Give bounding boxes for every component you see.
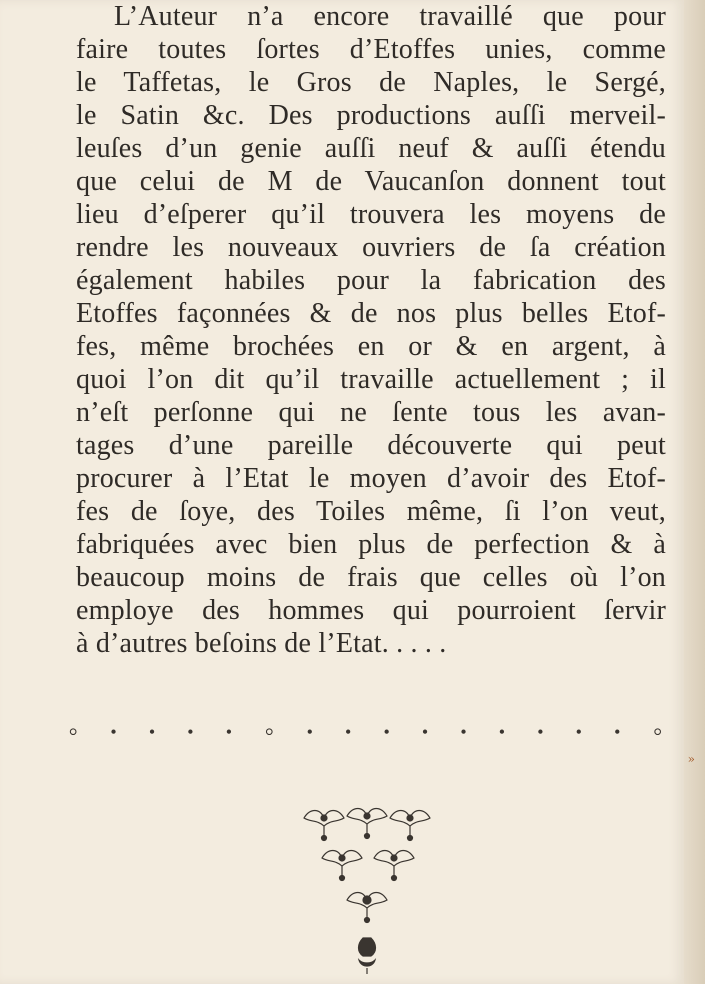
text-line: à d’autres beſoins de l’Etat. . . . . xyxy=(76,628,447,659)
dot-mark: ⸰ xyxy=(68,722,79,742)
dot-mark: • xyxy=(225,721,233,742)
dot-mark: • xyxy=(575,721,582,742)
dot-mark: • xyxy=(460,721,467,742)
text-line: le Satin &c. Des productions auſſi merveil- xyxy=(76,100,666,131)
dot-mark: • xyxy=(383,721,390,742)
text-line: que celui de M de Vaucanſon donnent tout xyxy=(76,166,666,197)
text-line: leuſes d’un genie auſſi neuf & auſſi étendu xyxy=(76,133,666,164)
text-line: également habiles pour la fabrication des xyxy=(76,265,666,296)
text-line: procurer à l’Etat le moyen d’avoir des Etof- xyxy=(76,463,666,494)
text-line: fabriquées avec bien plus de perfection & à xyxy=(76,529,666,560)
dot-mark: • xyxy=(614,721,621,742)
text-line: rendre les nouveaux ouvriers de ſa création xyxy=(76,232,666,263)
text-line: Etoffes façonnées & de nos plus belles Etof- xyxy=(76,298,666,329)
ellipsis-dots-row xyxy=(68,722,663,742)
dot-mark: • xyxy=(187,721,194,742)
dot-mark: • xyxy=(345,721,352,742)
text-line: lieu d’eſperer qu’il trouvera les moyens de xyxy=(76,199,666,230)
text-line: fes de ſoye, des Toiles même, ſi l’on veut, xyxy=(76,496,666,527)
text-line: le Taffetas, le Gros de Naples, le Sergé, xyxy=(76,67,666,98)
edge-mark: » xyxy=(687,752,695,766)
dot-mark: • xyxy=(498,721,506,742)
page-edge xyxy=(684,0,705,984)
paragraph xyxy=(76,0,666,660)
dot-mark: • xyxy=(421,721,429,742)
dot-mark: ⸰ xyxy=(264,722,275,742)
dot-mark: ⸰ xyxy=(652,722,663,742)
text-line: faire toutes ſortes d’Etoffes unies, comme xyxy=(76,34,666,65)
dot-mark: • xyxy=(148,721,156,742)
text-line: tages d’une pareille découverte qui peut xyxy=(76,430,666,461)
text-line: quoi l’on dit qu’il travaille actuellement ; il xyxy=(76,364,666,395)
dot-mark: • xyxy=(110,721,117,742)
dot-mark: • xyxy=(537,721,544,742)
dot-mark: • xyxy=(306,721,313,742)
text-line: employe des hommes qui pourroient ſervir xyxy=(76,595,666,626)
text-line: fes, même brochées en or & en argent, à xyxy=(76,331,666,362)
fleuron-icon xyxy=(290,798,445,978)
text-line: n’eſt perſonne qui ne ſente tous les avan- xyxy=(76,397,666,428)
text-line: beaucoup moins de frais que celles où l’on xyxy=(76,562,666,593)
text-line: L’Auteur n’a encore travaillé que pour xyxy=(114,1,666,32)
